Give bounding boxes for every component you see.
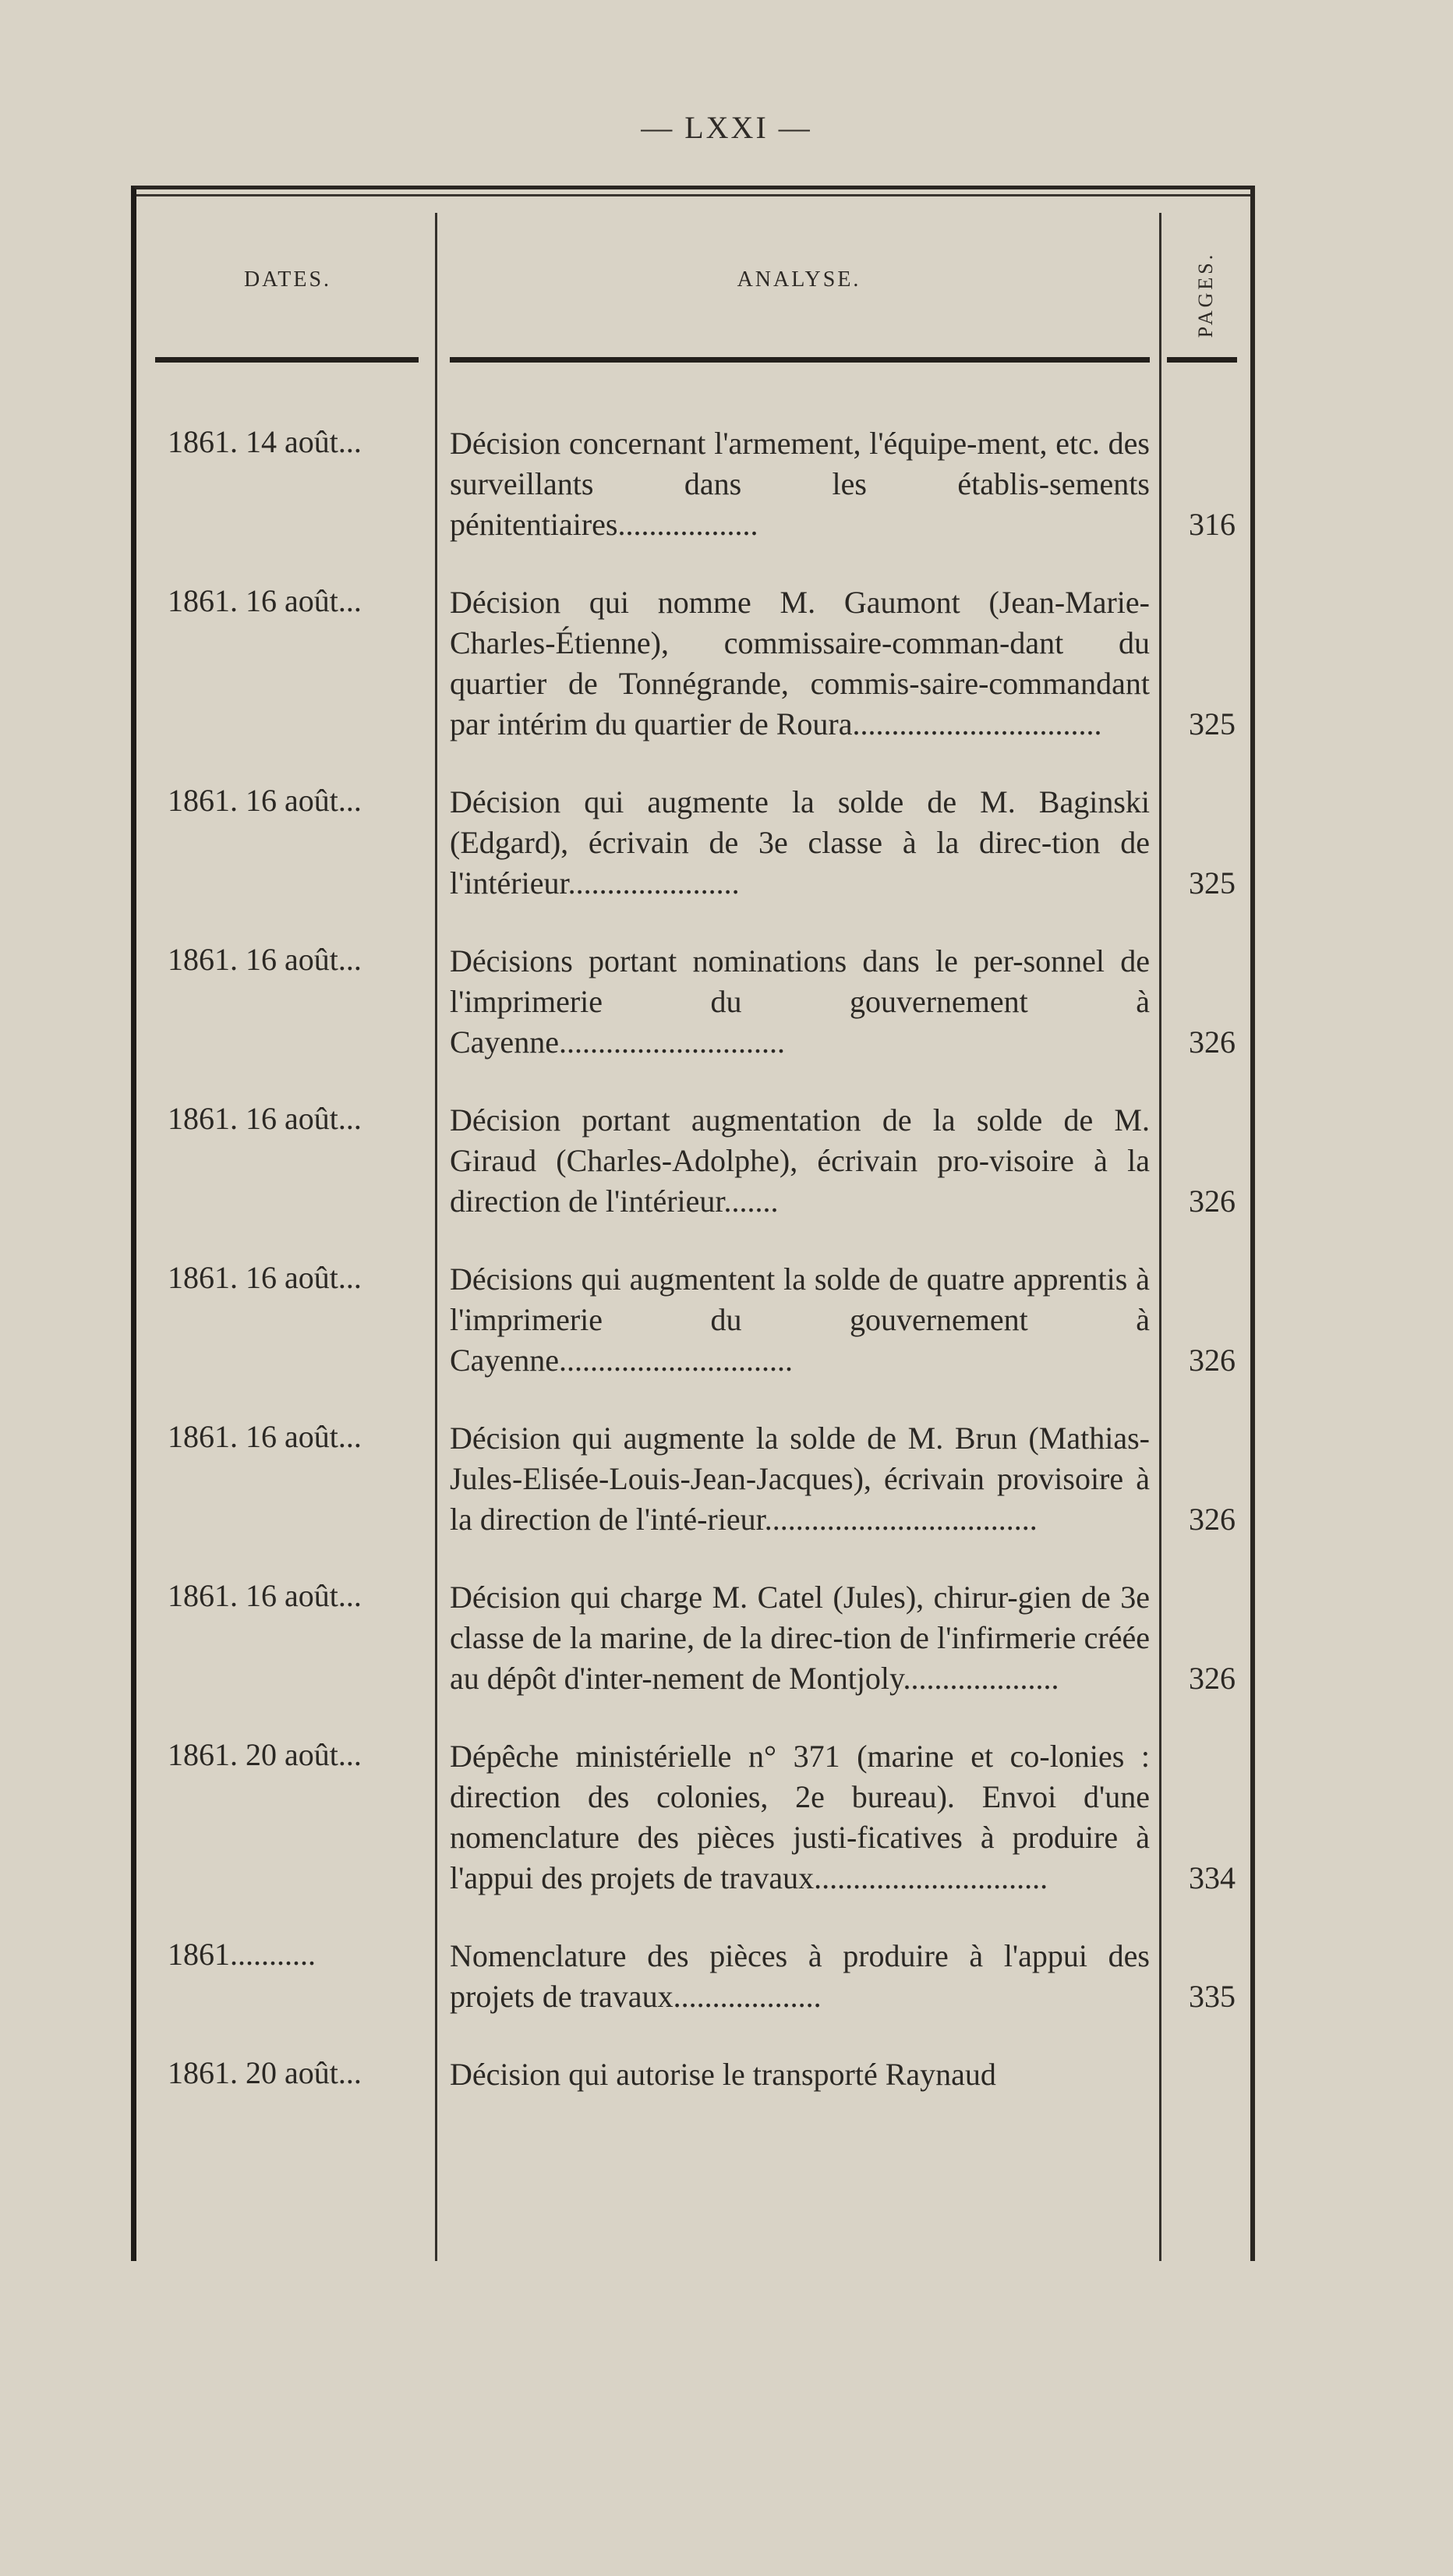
index-table <box>131 186 1255 2261</box>
header-rule-analyse <box>450 357 1150 363</box>
top-border-rule <box>136 194 1250 196</box>
column-header-pages <box>1167 221 1245 369</box>
table-row <box>136 1418 1251 1540</box>
row-page-number: 326 <box>1189 1343 1236 1378</box>
column-header-analyse: ANALYSE. <box>737 267 861 292</box>
row-analyse: Décision portant augmentation de la solde de M. Giraud (Charles-Adolphe), écrivain pro-visoire à la direction de l'intérieur....... <box>450 1102 1150 1219</box>
row-page-number: 316 <box>1189 507 1236 542</box>
row-date: 1861........... <box>168 1937 316 1972</box>
table-body <box>136 423 1251 2095</box>
row-page-number: 334 <box>1189 1860 1236 1895</box>
header-rule-pages <box>1167 357 1237 363</box>
row-analyse: Décision qui augmente la solde de M. Baginski (Edgard), écrivain de 3e classe à la direc-tion de l'intérieur...................... <box>450 784 1150 901</box>
table-row <box>136 941 1251 1063</box>
column-header-pages-label: PAGES. <box>1194 251 1217 338</box>
row-analyse: Décision concernant l'armement, l'équipe-ment, etc. des surveillants dans les établis-sements pénitentiaires.................. <box>450 426 1150 542</box>
row-date: 1861. 20 août... <box>168 1737 362 1772</box>
row-analyse: Décision qui augmente la solde de M. Brun (Mathias-Jules-Elisée-Louis-Jean-Jacques), écrivain provisoire à la direction de l'inté-rieur................................... <box>450 1421 1150 1537</box>
page-header: — LXXI — <box>641 110 812 145</box>
row-analyse: Dépêche ministérielle n° 371 (marine et co-lonies : direction des colonies, 2e bureau). Envoi d'une nomenclature des pièces justi-ficatives à produire à l'appui des projets de travaux.............................. <box>450 1739 1150 1895</box>
row-analyse: Décision qui nomme M. Gaumont (Jean-Marie-Charles-Étienne), commissaire-comman-dant du quartier de Tonnégrande, commis-saire-commandant par intérim du quartier de Roura................................ <box>450 585 1150 741</box>
row-page-number: 325 <box>1189 706 1236 741</box>
table-row <box>136 423 1251 545</box>
table-row <box>136 1100 1251 1222</box>
table-row <box>136 2054 1251 2095</box>
row-page-number: 326 <box>1189 1661 1236 1696</box>
column-header-dates: DATES. <box>243 267 332 292</box>
header-rule-dates <box>155 357 419 363</box>
row-date: 1861. 16 août... <box>168 583 362 618</box>
row-date: 1861. 20 août... <box>168 2055 362 2090</box>
row-page-number: 326 <box>1189 1184 1236 1219</box>
table-row <box>136 1577 1251 1699</box>
row-date: 1861. 16 août... <box>168 1260 362 1295</box>
row-page-number: 325 <box>1189 865 1236 901</box>
row-date: 1861. 16 août... <box>168 942 362 977</box>
row-analyse: Décisions qui augmentent la solde de quatre apprentis à l'imprimerie du gouvernement à Cayenne.............................. <box>450 1261 1150 1378</box>
row-analyse: Décision qui autorise le transporté Raynaud <box>450 2057 996 2092</box>
row-analyse: Nomenclature des pièces à produire à l'appui des projets de travaux................... <box>450 1938 1150 2014</box>
table-row <box>136 782 1251 904</box>
row-page-number: 326 <box>1189 1024 1236 1060</box>
row-page-number: 335 <box>1189 1979 1236 2014</box>
row-date: 1861. 16 août... <box>168 1419 362 1454</box>
row-analyse: Décision qui charge M. Catel (Jules), chirur-gien de 3e classe de la marine, de la direc-tion de l'infirmerie créée au dépôt d'inter-nement de Montjoly.................... <box>450 1580 1150 1696</box>
table-row <box>136 1936 1251 2017</box>
table-row <box>136 1736 1251 1898</box>
table-row <box>136 1259 1251 1381</box>
row-date: 1861. 14 août... <box>168 424 362 459</box>
table-row <box>136 582 1251 745</box>
row-date: 1861. 16 août... <box>168 1101 362 1136</box>
row-page-number: 326 <box>1189 1502 1236 1537</box>
row-analyse: Décisions portant nominations dans le per-sonnel de l'imprimerie du gouvernement à Cayenne............................. <box>450 943 1150 1060</box>
row-date: 1861. 16 août... <box>168 783 362 818</box>
row-date: 1861. 16 août... <box>168 1578 362 1613</box>
